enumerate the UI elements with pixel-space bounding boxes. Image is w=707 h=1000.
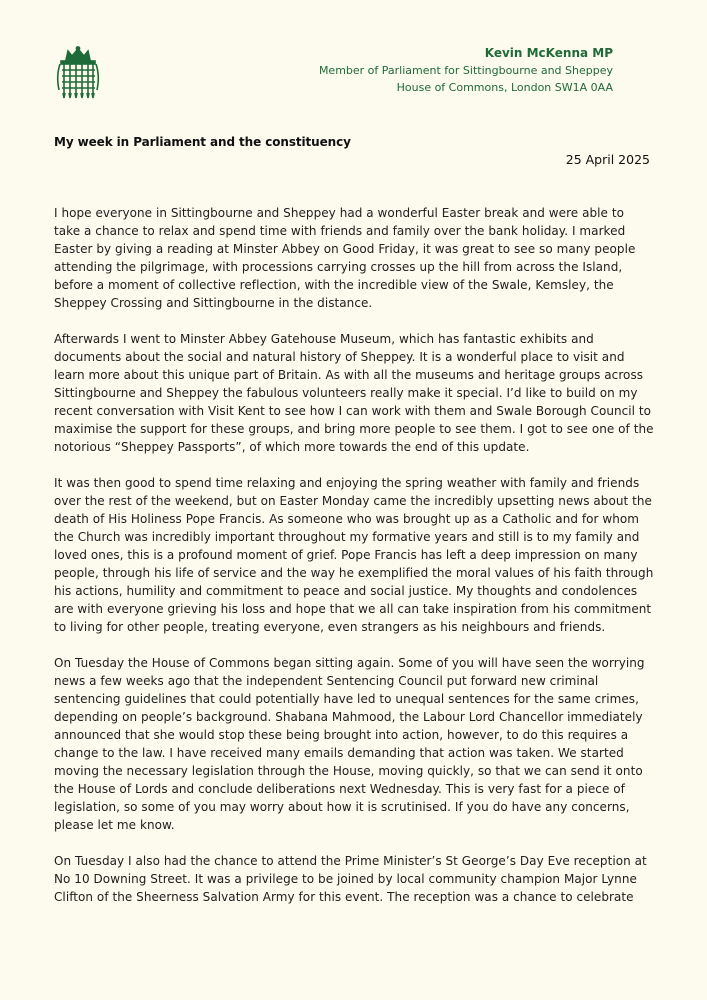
document-body xyxy=(54,204,654,924)
mp-name: Kevin McKenna MP xyxy=(484,46,613,60)
paragraph: On Tuesday I also had the chance to attend the Prime Minister’s St George’s Day Eve reception at No 10 Downing Street. It was a privilege to be joined by local community champion Major Lynne Clifton of the Sheerness Salvation Army for this event. The reception was a chance to celebrate xyxy=(54,854,647,904)
portcullis-crest-icon xyxy=(50,46,106,102)
document-date: 25 April 2025 xyxy=(565,152,650,167)
letterhead xyxy=(319,45,613,96)
paragraph: On Tuesday the House of Commons began sitting again. Some of you will have seen the worrying news a few weeks ago that the independent Sentencing Council put forward new criminal sentencing guidelines that could potentially have led to unequal sentences for the same crimes, depending on people’s background. Shabana Mahmood, the Labour Lord Chancellor immediately announced that she would stop these being brought into action, however, to do this requires a change to the law. I have received many emails demanding that action was taken. We started moving the necessary legislation through the House, moving quickly, so that we can send it onto the House of Lords and conclude deliberations next Wednesday. This is very fast for a piece of legislation, so some of you may worry about how it is scrutinised. If you do have any concerns, please let me know. xyxy=(54,656,645,832)
address-line: House of Commons, London SW1A 0AA xyxy=(396,81,613,94)
paragraph: I hope everyone in Sittingbourne and Sheppey had a wonderful Easter break and were able to take a chance to relax and spend time with friends and family over the bank holiday. I marked Easter by giving a reading at Minster Abbey on Good Friday, it was great to see so many people attending the pilgrimage, with processions carrying crosses up the hill from across the Island, before a moment of collective reflection, with the incredible view of the Swale, Kemsley, the Sheppey Crossing and Sittingbourne in the distance. xyxy=(54,206,636,310)
document-title: My week in Parliament and the constituency xyxy=(54,135,351,149)
constituency-line: Member of Parliament for Sittingbourne and Sheppey xyxy=(318,64,613,77)
paragraph: Afterwards I went to Minster Abbey Gatehouse Museum, which has fantastic exhibits and documents about the social and natural history of Sheppey. It is a wonderful place to visit and learn more about this unique part of Britain. As with all the museums and heritage groups across Sittingbourne and Sheppey the fabulous volunteers really make it special. I’d like to build on my recent conversation with Visit Kent to see how I can work with them and Swale Borough Council to maximise the support for these groups, and bring more people to see them. I got to see one of the notorious “Sheppey Passports”, of which more towards the end of this update. xyxy=(54,332,654,454)
paragraph: It was then good to spend time relaxing and enjoying the spring weather with family and friends over the rest of the weekend, but on Easter Monday came the incredibly upsetting news about the death of His Holiness Pope Francis. As someone who was brought up as a Catholic and for whom the Church was incredibly important throughout my formative years and still is to my family and loved ones, this is a profound moment of grief. Pope Francis has left a deep impression on many people, through his life of service and the way he exemplified the moral values of his faith through his actions, humility and commitment to peace and social justice. My thoughts and condolences are with everyone grieving his loss and hope that we all can take inspiration from his commitment to living for other people, treating everyone, even strangers as his neighbours and friends. xyxy=(54,476,654,634)
